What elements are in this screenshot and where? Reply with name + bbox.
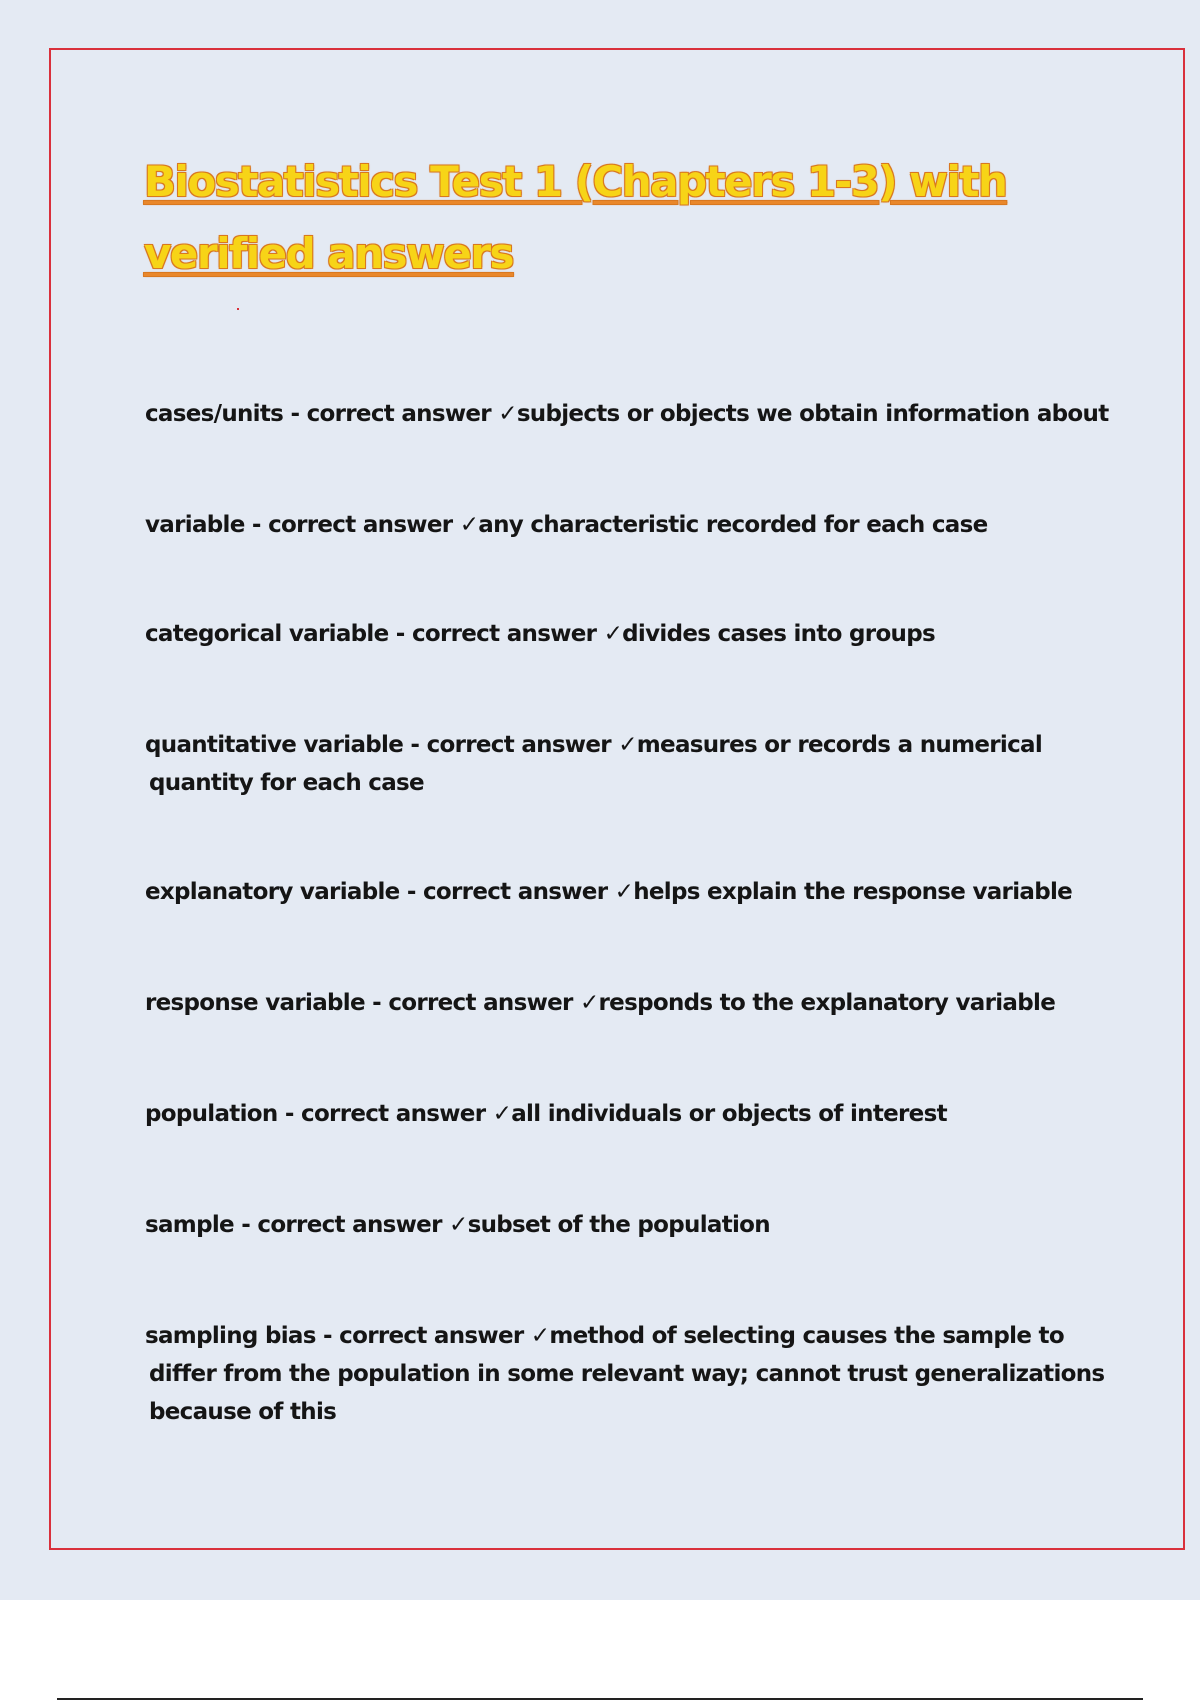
flashcard-entry-categorical-variable <box>145 615 1085 653</box>
flashcard-entry-quantitative-variable <box>145 726 1085 802</box>
entry-line: sample - correct answer ✓subset of the population <box>145 1212 770 1238</box>
entry-line: population - correct answer ✓all individuals or objects of interest <box>145 1101 947 1127</box>
flashcard-entry-explanatory-variable <box>145 873 1085 911</box>
entry-line: cases/units - correct answer ✓subjects or objects we obtain information about <box>145 401 1109 427</box>
entry-line: quantity for each case <box>149 770 424 796</box>
stray-mark <box>237 308 239 310</box>
flashcard-entry-cases-units <box>145 395 1109 433</box>
flashcard-entry-sample <box>145 1206 1085 1244</box>
title-line: verified answers <box>144 229 514 278</box>
entry-line: explanatory variable - correct answer ✓helps explain the response variable <box>145 879 1073 905</box>
flashcard-entry-sampling-bias <box>145 1317 1105 1431</box>
title-line: Biostatistics Test 1 (Chapters 1-3) with <box>144 157 1007 206</box>
entry-line: quantitative variable - correct answer ✓measures or records a numerical <box>145 732 1043 758</box>
entry-line: differ from the population in some relevant way; cannot trust generalizations <box>149 1361 1105 1387</box>
entry-line: variable - correct answer ✓any characteristic recorded for each case <box>145 512 988 538</box>
entry-line: sampling bias - correct answer ✓method of selecting causes the sample to <box>145 1323 1064 1349</box>
document-title <box>144 146 1044 290</box>
entry-line: because of this <box>149 1399 337 1425</box>
flashcard-entry-response-variable <box>145 984 1085 1022</box>
flashcard-entry-population <box>145 1095 1085 1133</box>
flashcard-entry-variable <box>145 506 1085 544</box>
entry-line: categorical variable - correct answer ✓divides cases into groups <box>145 621 935 647</box>
entry-line: response variable - correct answer ✓responds to the explanatory variable <box>145 990 1056 1016</box>
